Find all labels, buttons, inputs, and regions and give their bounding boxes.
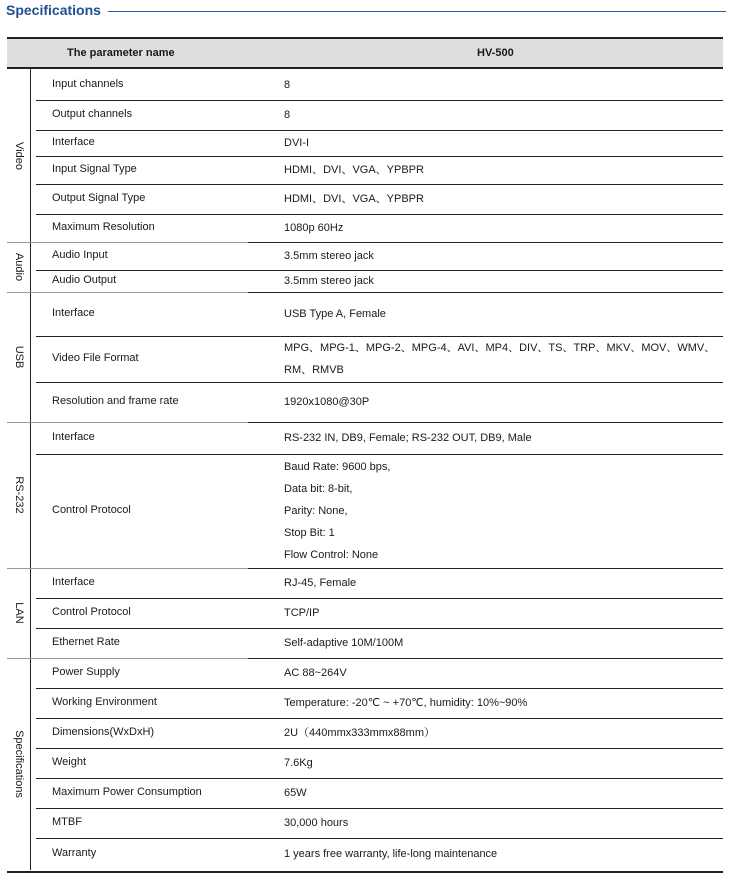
param-value [284, 662, 347, 684]
group-label [7, 242, 31, 292]
param-value [284, 188, 424, 210]
param-value-line: Data bit: 8-bit, [284, 483, 353, 495]
section-title-bar [4, 0, 726, 26]
group-label-text: USB [12, 345, 25, 369]
group-label-text: LAN [12, 602, 25, 624]
param-value-line: RM、RMVB [284, 364, 344, 376]
param-name: Video File Format [52, 352, 139, 364]
param-value [284, 74, 290, 96]
table-row [31, 808, 723, 838]
param-name: Control Protocol [52, 504, 131, 516]
param-name: Power Supply [52, 666, 120, 678]
param-value-line: TCP/IP [284, 607, 320, 619]
param-name: Input channels [52, 77, 124, 90]
table-row [31, 568, 723, 598]
param-value [284, 843, 497, 865]
param-value-line: 1 years free warranty, life-long maintenance [284, 848, 498, 860]
param-name: Resolution and frame rate [52, 395, 179, 407]
table-row [31, 69, 723, 100]
param-value-line: AC 88~264V [284, 667, 347, 679]
table-row [31, 156, 723, 184]
param-value-line: Temperature: -20℃ ~ +70℃, humidity: 10%~90% [284, 697, 528, 709]
param-name: Warranty [52, 847, 97, 859]
param-value [284, 722, 435, 744]
param-value-line: 2U（440mmx333mmx88mm） [284, 727, 435, 739]
param-value [284, 812, 348, 834]
param-value-line: 1080p 60Hz [284, 222, 344, 234]
param-name: Interface [52, 576, 95, 588]
param-value-line: Stop Bit: 1 [284, 527, 335, 539]
table-header [7, 37, 723, 69]
param-name: Output channels [52, 108, 133, 120]
param-value-line: 3.5mm stereo jack [284, 275, 374, 287]
page-title: Specifications [6, 2, 101, 18]
table-row [31, 130, 723, 156]
table-row [31, 658, 723, 688]
param-name: Input Signal Type [52, 163, 137, 175]
param-name: Ethernet Rate [52, 636, 120, 648]
param-value-line: Self-adaptive 10M/100M [284, 637, 404, 649]
param-name: Dimensions(WxDxH) [52, 726, 155, 738]
param-value-line: Parity: None, [284, 505, 348, 517]
param-value-line: MPG、MPG-1、MPG-2、MPG-4、AVI、MP4、DIV、TS、TRP、MKV、MOV、WMV、 [284, 342, 716, 354]
param-value [284, 245, 374, 267]
group-label [7, 69, 31, 242]
param-value [284, 104, 290, 126]
header-param-name: The parameter name [67, 47, 175, 59]
title-rule [108, 11, 726, 12]
param-value [284, 782, 307, 804]
param-value [284, 632, 403, 654]
param-value-line: 3.5mm stereo jack [284, 250, 374, 262]
param-value-line: HDMI、DVI、VGA、YPBPR [284, 164, 424, 176]
param-name: Output Signal Type [52, 192, 146, 204]
table-row [31, 422, 723, 454]
group-label-text: Specifications [12, 730, 25, 798]
group-label-text: RS-232 [12, 476, 25, 514]
param-value [284, 456, 390, 566]
param-value-line: 8 [284, 78, 291, 91]
param-name: Audio Input [52, 249, 108, 261]
param-value [284, 132, 309, 154]
param-value [284, 303, 386, 325]
param-value-line: DVI-I [284, 137, 310, 149]
group-label [7, 658, 31, 870]
param-name: Audio Output [52, 274, 117, 286]
param-value-line: 1920x1080@30P [284, 396, 370, 408]
table-row [31, 242, 723, 270]
param-name: Control Protocol [52, 606, 131, 618]
group-label [7, 568, 31, 658]
table-row [31, 598, 723, 628]
table-row [31, 838, 723, 870]
table-row [31, 454, 723, 568]
header-model: HV-500 [477, 47, 514, 59]
param-value-line: Flow Control: None [284, 549, 379, 561]
param-name: Maximum Resolution [52, 221, 155, 233]
param-name: Working Environment [52, 696, 157, 708]
param-value [284, 752, 313, 774]
table-row [31, 688, 723, 718]
param-value [284, 572, 356, 594]
group-label-text: Audio [12, 252, 25, 282]
param-value-line: 65W [284, 787, 307, 799]
param-value [284, 427, 532, 449]
group-label [7, 422, 31, 568]
param-name: Interface [52, 307, 95, 319]
param-value-line: 8 [284, 109, 291, 121]
param-name: Maximum Power Consumption [52, 786, 202, 798]
table-row [31, 382, 723, 422]
table-row [31, 628, 723, 658]
param-name: Weight [52, 756, 87, 768]
param-value-line: HDMI、DVI、VGA、YPBPR [284, 193, 424, 205]
table-row [31, 778, 723, 808]
param-value [284, 159, 424, 181]
param-value-line: RJ-45, Female [284, 577, 357, 589]
group-label [7, 292, 31, 422]
param-value-line: RS-232 IN, DB9, Female; RS-232 OUT, DB9, Male [284, 432, 532, 444]
param-name: Interface [52, 136, 95, 148]
param-name: MTBF [52, 816, 82, 828]
param-value-line: 30,000 hours [284, 817, 349, 829]
param-value [284, 391, 369, 413]
param-value [284, 692, 527, 714]
group-label-text: Video [12, 141, 25, 170]
param-name: Interface [52, 431, 95, 443]
param-value [284, 602, 319, 624]
table-bottom-rule [7, 871, 723, 873]
table-row [31, 184, 723, 214]
table-row [31, 718, 723, 748]
table-row [31, 100, 723, 130]
table-row [31, 748, 723, 778]
table-row [31, 270, 723, 292]
param-value [284, 217, 343, 239]
table-row [31, 292, 723, 336]
param-value-line: Baud Rate: 9600 bps, [284, 461, 391, 473]
param-value [284, 270, 374, 292]
param-value-line: USB Type A, Female [284, 308, 386, 320]
table-row [31, 336, 723, 382]
param-value-line: 7.6Kg [284, 757, 313, 769]
table-row [31, 214, 723, 242]
param-value [284, 337, 715, 381]
